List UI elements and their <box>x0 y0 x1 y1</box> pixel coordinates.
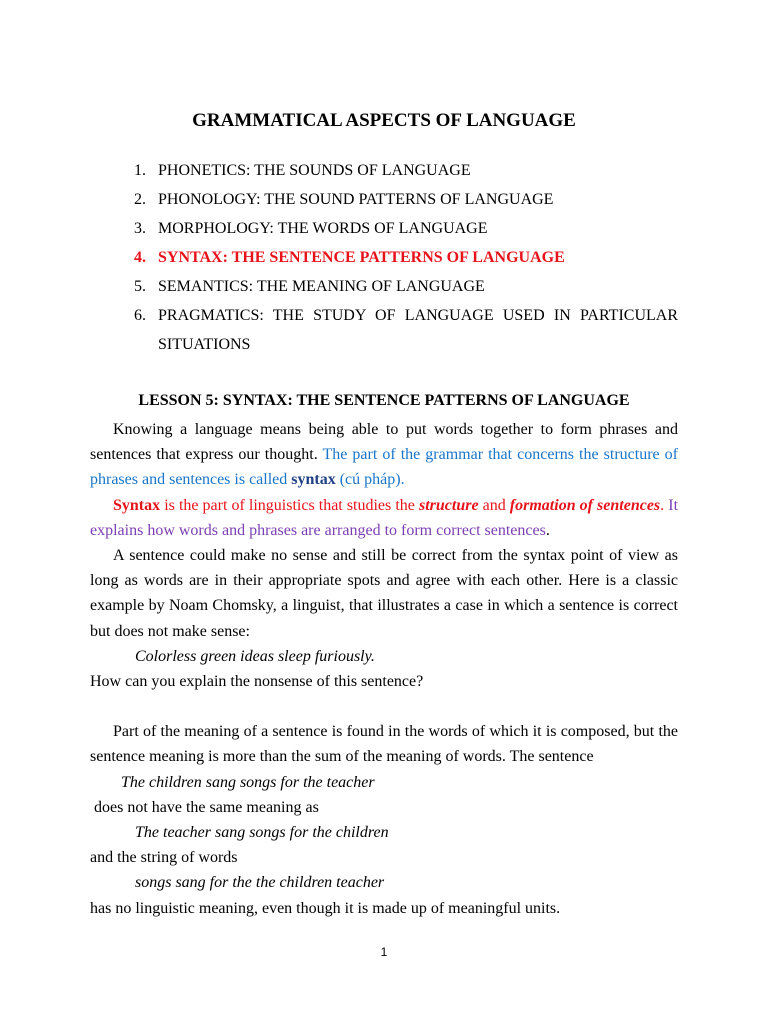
example-sentence: The teacher sang songs for the children <box>135 824 389 842</box>
conjunction-text: and <box>478 496 510 514</box>
list-number: 3. <box>134 220 146 237</box>
list-item <box>134 156 678 185</box>
list-item <box>134 185 678 214</box>
list-text: MORPHOLOGY: THE WORDS OF LANGUAGE <box>158 220 488 237</box>
lesson-body <box>90 417 678 921</box>
paragraph-text: Knowing a language means being able to put words together to form phrases and sentences that express our thought. <box>90 421 678 464</box>
keyword-formation: formation of sentences <box>509 496 661 514</box>
keyword-syntax: Syntax <box>113 496 161 514</box>
keyword-syntax: syntax <box>291 471 336 489</box>
paragraph-definition <box>90 493 678 543</box>
example-sentence: The children sang songs for the teacher <box>121 773 375 791</box>
topic-list <box>134 156 678 359</box>
document-title: GRAMMATICAL ASPECTS OF LANGUAGE <box>192 110 576 131</box>
explanation-text: It explains how words and phrases are arranged to form correct sentences <box>90 496 679 539</box>
list-text: PHONOLOGY: THE SOUND PATTERNS OF LANGUAGE <box>158 191 554 208</box>
body-text: has no linguistic meaning, even though it is made up of meaningful units. <box>90 899 561 917</box>
translation-text: (cú pháp). <box>335 471 405 489</box>
lesson-heading: LESSON 5: SYNTAX: THE SENTENCE PATTERNS OF LANGUAGE <box>138 392 630 409</box>
body-text: and the string of words <box>90 849 238 867</box>
list-text: PHONETICS: THE SOUNDS OF LANGUAGE <box>158 162 471 179</box>
list-number: 1. <box>134 162 146 179</box>
list-item <box>134 272 678 301</box>
list-item <box>134 214 678 243</box>
list-text: SEMANTICS: THE MEANING OF LANGUAGE <box>158 278 485 295</box>
body-text: does not have the same meaning as <box>94 798 319 816</box>
keyword-structure: structure <box>418 496 479 514</box>
list-text: PRAGMATICS: THE STUDY OF LANGUAGE USED IN PARTICULAR SITUATIONS <box>158 307 678 353</box>
list-text: SYNTAX: THE SENTENCE PATTERNS OF LANGUAGE <box>158 249 565 266</box>
list-number: 2. <box>134 191 146 208</box>
blank-line <box>90 694 678 719</box>
paragraph-meaning: Part of the meaning of a sentence is found in the words of which it is composed, but the sentence meaning is more than the sum of the meaning of words. The sentence <box>90 723 678 766</box>
definition-text: is the part of linguistics that studies the <box>160 496 419 514</box>
list-item <box>134 301 678 359</box>
example-sentence: songs sang for the the children teacher <box>135 874 385 892</box>
definition-text: The part of the grammar that concerns the structure of phrases and sentences is called <box>90 446 678 489</box>
list-number: 5. <box>134 278 146 295</box>
question-text: How can you explain the nonsense of this sentence? <box>90 673 424 691</box>
list-number: 6. <box>134 307 146 324</box>
punctuation: . <box>660 496 669 514</box>
punctuation: . <box>545 521 550 539</box>
list-number: 4. <box>134 249 146 266</box>
page-number: 1 <box>380 945 388 959</box>
list-item-current <box>134 243 678 272</box>
paragraph-intro <box>90 417 678 493</box>
example-sentence: Colorless green ideas sleep furiously. <box>135 647 375 665</box>
paragraph-chomsky: A sentence could make no sense and still be correct from the syntax point of view as long as words are in their appropriate spots and agree with each other. Here is a classic example by Noam Chomsky, a linguist, that illustrates a case in which a sentence is correct but does not make sense: <box>90 547 678 640</box>
